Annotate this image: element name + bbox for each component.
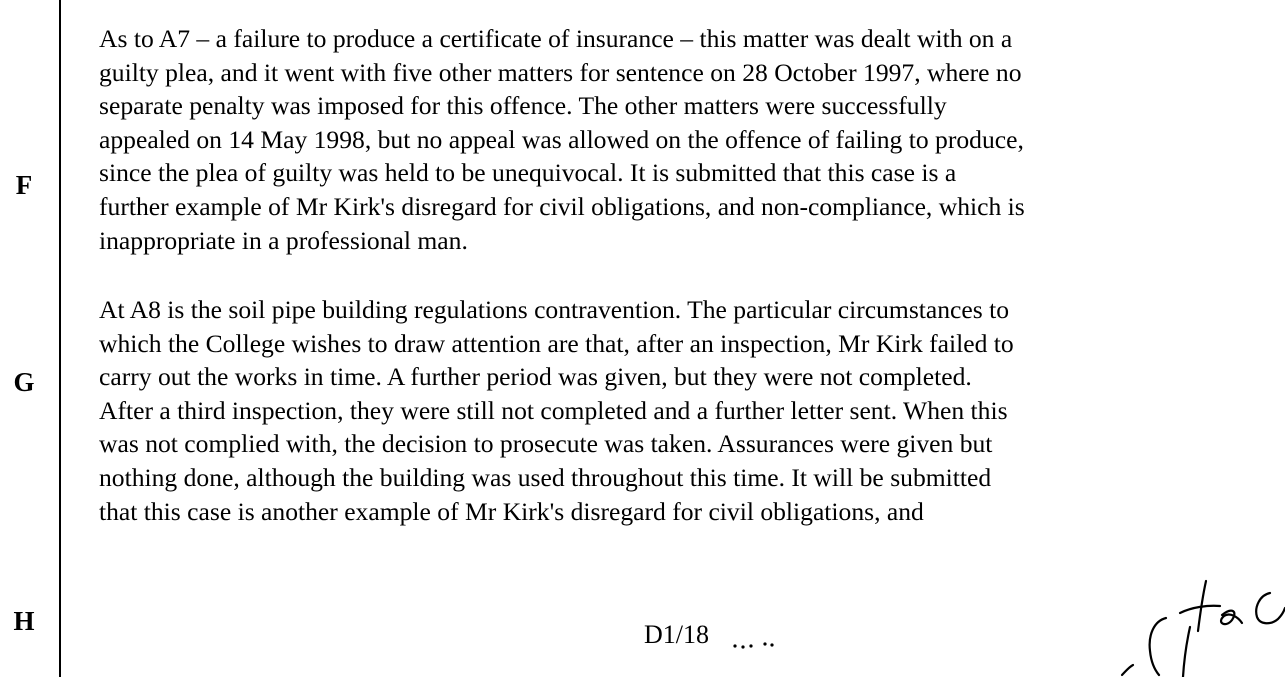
- text-line: that this case is another example of Mr Kirk's disregard for civil obligations, and: [99, 496, 924, 526]
- text-line: inappropriate in a professional man.: [99, 225, 468, 255]
- page-reference: D1/18: [644, 620, 709, 649]
- text-line: separate penalty was imposed for this offence. The other matters were successfully: [99, 91, 947, 121]
- text-line: guilty plea, and it went with five other matters for sentence on 28 October 1997, where no: [99, 57, 1022, 87]
- page-reference-dots: [731, 632, 779, 652]
- text-line: As to A7 – a failure to produce a certificate of insurance – this matter was dealt with on a: [99, 24, 1013, 53]
- margin-letter-g: G: [13, 367, 35, 397]
- text-line: since the plea of guilty was held to be unequivocal. It is submitted that this case is a: [99, 158, 957, 188]
- paragraph-a7: [99, 22, 1274, 257]
- handwritten-signature: [1120, 565, 1285, 677]
- text-line: carry out the works in time. A further period was given, but they were not completed.: [99, 362, 972, 392]
- text-line: After a third inspection, they were still not completed and a further letter sent. When this: [99, 395, 1008, 425]
- text-line: which the College wishes to draw attention are that, after an inspection, Mr Kirk failed to: [99, 328, 1014, 358]
- text-line: was not complied with, the decision to prosecute was taken. Assurances were given but: [99, 429, 993, 459]
- text-line: At A8 is the soil pipe building regulations contravention. The particular circumstances to: [99, 295, 1010, 324]
- text-line: appealed on 14 May 1998, but no appeal was allowed on the offence of failing to produce,: [99, 124, 1024, 154]
- margin-rule: [59, 0, 61, 677]
- text-line: nothing done, although the building was used throughout this time. It will be submitted: [99, 462, 992, 492]
- margin-letter-f: F: [15, 170, 33, 200]
- margin-letter-h: H: [13, 606, 35, 636]
- text-line: further example of Mr Kirk's disregard for civil obligations, and non-compliance, which is: [99, 191, 1025, 221]
- paragraph-a8: [99, 293, 1274, 528]
